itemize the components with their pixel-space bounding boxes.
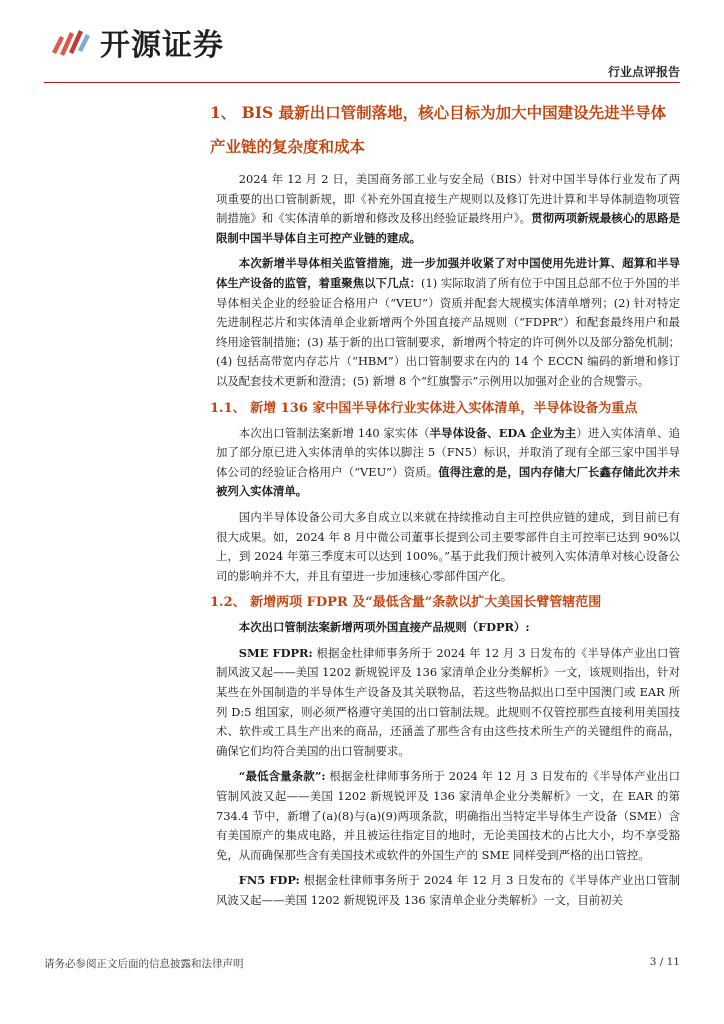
section-1-heading: 1、 BIS 最新出口管制落地，核心目标为加大中国建设先进半导体产业链的复杂度和成本 bbox=[210, 103, 667, 156]
section-1-1-heading: 1.1、 新增 136 家中国半导体行业实体进入实体清单，半导体设备为重点 bbox=[210, 400, 638, 416]
text-run: 本次出口管制法案新增 140 家实体（ bbox=[238, 425, 430, 440]
sme-fdpr-label: SME FDPR: bbox=[238, 645, 313, 660]
text-run-bold: 值得注意的是，国内存储大厂长鑫存储此次并未被列入实体清单。 bbox=[216, 464, 680, 499]
text-run-bold: 贯彻两项新规最核心的思路是限制中国半导体自主可控产业链的建成。 bbox=[216, 211, 680, 245]
text-run: (1) 实际取消了所有位于中国且总部不位于外国的半导体相关企业的经验证合格用户（“VEU”）资质并配套大规模实体清单增列；(2) 针对特定先进制程芯片和实体清单企业新增两个外国直接产品规则（“FDPR”）和配套最终用户和最终用途管制措施；(3) 基于新的出口管制要求，新增两个特定的许可例外以及部分豁免机制；(4) 包括高带宽内存芯片（“HBM”）出口管制要求在内的 14 个 ECCN 编码的新增和修订以及配套技术更新和澄清；(5) 新增 8 个“红旗警示”示例用以加强对企业的合规警示。 bbox=[216, 275, 681, 388]
section-1-paragraph-1 bbox=[216, 170, 680, 248]
text-run: 2024 年 12 月 2 日，美国商务部工业与安全局（BIS）针对中国半导体行业发布了两项重要的出口管制新规，即《补充外国直接生产规则以及修订先进计算和半导体制造物项管制措施》和《实体清单的新增和修改及移出经验证最终用户》。 bbox=[216, 172, 680, 226]
minimum-content-paragraph bbox=[216, 767, 680, 865]
main-content bbox=[210, 96, 681, 917]
logo-mark-icon bbox=[48, 22, 92, 62]
company-logo bbox=[48, 20, 224, 64]
text-run-bold: 本次新增半导体相关监管措施，进一步加强并收紧了对中国使用先进计算、超算和半导体生产设备的监管，着重聚焦以下几点： bbox=[216, 256, 680, 290]
page-number: 3 / 11 bbox=[649, 956, 680, 968]
minimum-content-label: “最低含量条款”: bbox=[238, 769, 326, 784]
text-run-bold: 半导体设备、EDA 企业为主 bbox=[429, 425, 577, 440]
text-run: ）进入实体清单、追加了部分原已进入实体清单的实体以脚注 5（FN5）标识，并取消了现有全部三家中国半导体公司的经验证合格用户（“VEU”）资质。 bbox=[216, 425, 680, 479]
text-run: 根据金杜律师事务所于 2024 年 12 月 3 日发布的《半导体产业出口管制风波又起——美国 1202 新规锐评及 136 家清单企业分类解析》一文，该规则指出，针对某些在外国制造的半导体生产设备及其关联物品，若这些物品拟出口至中国澳门或 EAR 所列 D:5 组国家，则必须严格遵守美国的出口管制法规。此规则不仅管控那些直接利用美国技术、软件或工具生产出来的商品，还涵盖了那些含有由这些技术所生产的关键组件的商品，确保它们均符合美国的出口管制要求。 bbox=[216, 645, 681, 758]
text-run: 根据金杜律师事务所于 2024 年 12 月 3 日发布的《半导体产业出口管制风波又起——美国 1202 新规锐评及 136 家清单企业分类解析》一文，在 EAR 的第 734.4 节中，新增了(a)(8)与(a)(9)两项条款，明确指出当特定半导体生产设备（SME）含有美国原产的集成电路，并且被运往指定目的地时，无论美国技术的占比大小，均不享受豁免，从而确保那些含有美国技术或软件的外国生产的 SME 同样受到严格的出口管控。 bbox=[216, 769, 681, 862]
sme-fdpr-paragraph bbox=[216, 644, 680, 762]
fn5-fdp-paragraph bbox=[216, 871, 680, 910]
logo-text: 开源证券 bbox=[100, 28, 224, 63]
footer-disclaimer: 请务必参阅正文后面的信息披露和法律声明 bbox=[44, 958, 244, 970]
section-1-2-lead: 本次出口管制法案新增两项外国直接产品规则（FDPR）: bbox=[238, 620, 530, 635]
section-1-1-paragraph-2: 国内半导体设备公司大多自成立以来就在持续推动自主可控供应链的建成，到目前已有很大成果。如，2024 年 8 月中微公司董事长提到公司主要零部件自主可控率已达到 90%以上，到 2024 年第三季度末可以达到 100%。”基于此我们预计被列入实体清单对核心设备公司的影响并不大，并且有望进一步加速核心零部件国产化。 bbox=[216, 509, 680, 583]
text-run: 根据金杜律师事务所于 2024 年 12 月 3 日发布的《半导体产业出口管制风波又起——美国 1202 新规锐评及 136 家清单企业分类解析》一文，目前初关 bbox=[216, 873, 680, 907]
page-footer bbox=[44, 956, 680, 971]
section-1-2-heading: 1.2、 新增两项 FDPR 及“最低含量”条款以扩大美国长臂管辖范围 bbox=[210, 595, 602, 611]
section-1-paragraph-2 bbox=[216, 254, 680, 391]
fn5-fdp-label: FN5 FDP: bbox=[238, 873, 300, 888]
section-1-1-paragraph-1 bbox=[216, 424, 680, 502]
report-type-label: 行业点评报告 bbox=[607, 65, 680, 79]
header-divider bbox=[44, 82, 680, 83]
